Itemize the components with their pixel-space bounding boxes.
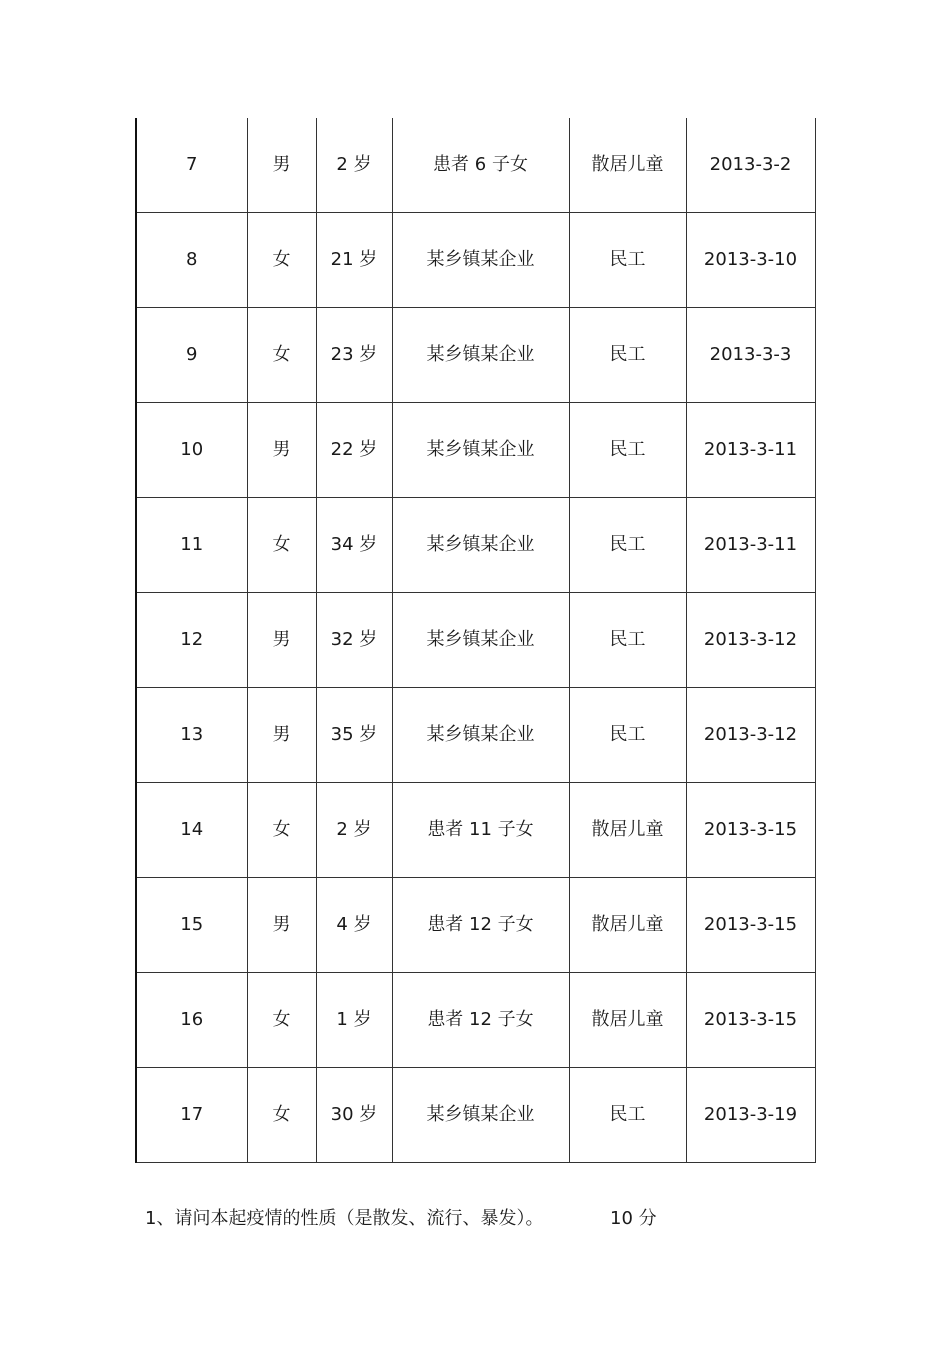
age-cell: 23 岁: [316, 308, 392, 403]
date-cell: 2013-3-15: [686, 783, 815, 878]
sex-cell: 女: [247, 783, 316, 878]
table-row: [136, 878, 815, 973]
sex-cell: 女: [247, 498, 316, 593]
table-row: [136, 118, 815, 213]
table-row: [136, 498, 815, 593]
table-row: [136, 593, 815, 688]
table-row: [136, 213, 815, 308]
occupation-cell: 散居儿童: [569, 783, 686, 878]
occupation-cell: 民工: [569, 688, 686, 783]
unit-cell: 某乡镇某企业: [392, 593, 569, 688]
case-number-cell: 17: [136, 1068, 247, 1163]
occupation-cell: 民工: [569, 498, 686, 593]
age-cell: 1 岁: [316, 973, 392, 1068]
case-number-cell: 7: [136, 118, 247, 213]
case-number-cell: 11: [136, 498, 247, 593]
age-cell: 32 岁: [316, 593, 392, 688]
date-cell: 2013-3-15: [686, 973, 815, 1068]
occupation-cell: 民工: [569, 593, 686, 688]
unit-cell: 患者 12 子女: [392, 878, 569, 973]
case-number-cell: 9: [136, 308, 247, 403]
age-cell: 2 岁: [316, 118, 392, 213]
occupation-cell: 散居儿童: [569, 118, 686, 213]
unit-cell: 某乡镇某企业: [392, 1068, 569, 1163]
sex-cell: 男: [247, 118, 316, 213]
sex-cell: 女: [247, 1068, 316, 1163]
age-cell: 30 岁: [316, 1068, 392, 1163]
age-cell: 21 岁: [316, 213, 392, 308]
date-cell: 2013-3-11: [686, 403, 815, 498]
age-cell: 4 岁: [316, 878, 392, 973]
table-row: [136, 1068, 815, 1163]
sex-cell: 男: [247, 688, 316, 783]
table-row: [136, 403, 815, 498]
date-cell: 2013-3-11: [686, 498, 815, 593]
occupation-cell: 民工: [569, 1068, 686, 1163]
sex-cell: 女: [247, 973, 316, 1068]
sex-cell: 女: [247, 213, 316, 308]
date-cell: 2013-3-3: [686, 308, 815, 403]
case-number-cell: 14: [136, 783, 247, 878]
unit-cell: 某乡镇某企业: [392, 498, 569, 593]
case-number-cell: 8: [136, 213, 247, 308]
unit-cell: 患者 11 子女: [392, 783, 569, 878]
table-row: [136, 973, 815, 1068]
case-table: [135, 118, 816, 1163]
age-cell: 22 岁: [316, 403, 392, 498]
date-cell: 2013-3-12: [686, 688, 815, 783]
case-number-cell: 16: [136, 973, 247, 1068]
sex-cell: 男: [247, 878, 316, 973]
date-cell: 2013-3-12: [686, 593, 815, 688]
sex-cell: 女: [247, 308, 316, 403]
unit-cell: 某乡镇某企业: [392, 403, 569, 498]
occupation-cell: 散居儿童: [569, 878, 686, 973]
age-cell: 2 岁: [316, 783, 392, 878]
occupation-cell: 散居儿童: [569, 973, 686, 1068]
unit-cell: 患者 6 子女: [392, 118, 569, 213]
unit-cell: 某乡镇某企业: [392, 213, 569, 308]
date-cell: 2013-3-2: [686, 118, 815, 213]
table-row: [136, 783, 815, 878]
case-table-body: [136, 118, 815, 1163]
sex-cell: 男: [247, 403, 316, 498]
unit-cell: 某乡镇某企业: [392, 688, 569, 783]
table-row: [136, 688, 815, 783]
age-cell: 34 岁: [316, 498, 392, 593]
date-cell: 2013-3-19: [686, 1068, 815, 1163]
occupation-cell: 民工: [569, 403, 686, 498]
date-cell: 2013-3-15: [686, 878, 815, 973]
case-number-cell: 12: [136, 593, 247, 688]
case-number-cell: 15: [136, 878, 247, 973]
question-text: 1、请问本起疫情的性质（是散发、流行、暴发）。: [145, 1208, 544, 1229]
case-number-cell: 10: [136, 403, 247, 498]
age-cell: 35 岁: [316, 688, 392, 783]
occupation-cell: 民工: [569, 308, 686, 403]
sex-cell: 男: [247, 593, 316, 688]
unit-cell: 某乡镇某企业: [392, 308, 569, 403]
case-number-cell: 13: [136, 688, 247, 783]
question-score: 10 分: [610, 1208, 657, 1229]
occupation-cell: 民工: [569, 213, 686, 308]
unit-cell: 患者 12 子女: [392, 973, 569, 1068]
date-cell: 2013-3-10: [686, 213, 815, 308]
table-row: [136, 308, 815, 403]
